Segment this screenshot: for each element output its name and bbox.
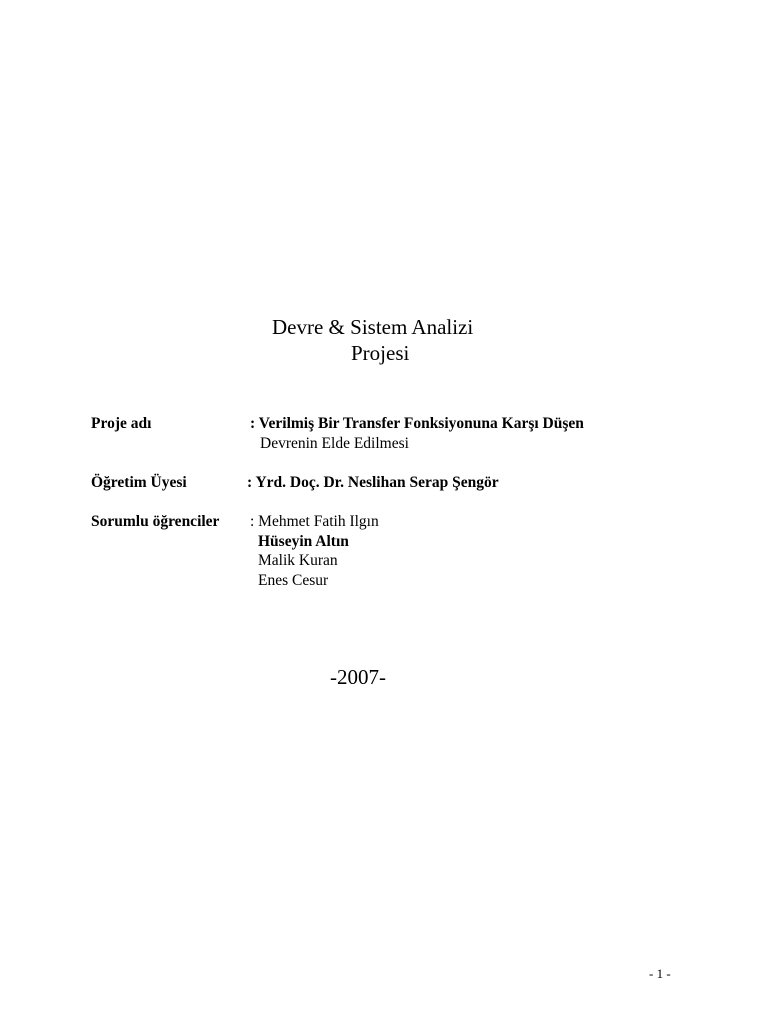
- student-name-4: Enes Cesur: [258, 572, 329, 589]
- project-value-line-2: Devrenin Elde Edilmesi: [260, 435, 409, 452]
- student-name-1: : Mehmet Fatih Ilgın: [250, 513, 379, 530]
- student-name-2: Hüseyin Altın: [258, 533, 349, 550]
- title-line-2: Projesi: [351, 341, 410, 365]
- student-name-3: Malik Kuran: [258, 552, 338, 569]
- faculty-label: Öğretim Üyesi: [91, 474, 187, 491]
- project-label: Proje adı: [91, 415, 152, 432]
- faculty-value: : Yrd. Doç. Dr. Neslihan Serap Şengör: [247, 474, 499, 491]
- students-label: Sorumlu öğrenciler: [91, 513, 220, 530]
- title-line-1: Devre & Sistem Analizi: [272, 315, 474, 339]
- year: -2007-: [330, 665, 386, 689]
- project-value-line-1: : Verilmiş Bir Transfer Fonksiyonuna Karşı Düşen: [250, 415, 584, 432]
- page-number: - 1 -: [649, 966, 671, 981]
